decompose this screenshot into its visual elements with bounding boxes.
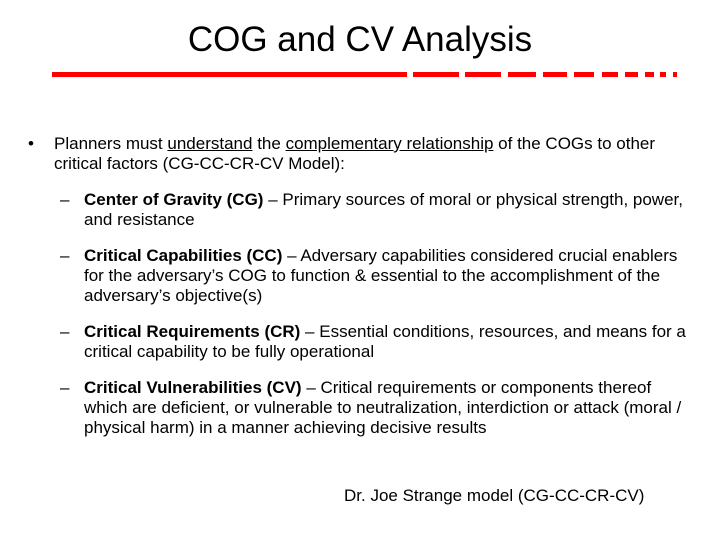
- underlined-term-relationship: complementary relationship: [285, 134, 494, 153]
- term-label: Critical Vulnerabilities (CV): [84, 378, 302, 397]
- sub-bullet-cg: [28, 190, 698, 230]
- underline-segment: [52, 72, 407, 77]
- bullet-mark: •: [28, 134, 34, 153]
- term-description: – Critical requirements or components thereof which are deficient, or vulnerable to neutralization, interdiction or attack (moral / physical harm) in a manner achieving decisive results: [84, 378, 682, 437]
- term-label: Critical Capabilities (CC): [84, 246, 283, 265]
- bullet-text: the: [252, 134, 286, 153]
- term-description: – Adversary capabilities considered crucial enablers for the adversary’s COG to function & essential to the accomplishment of the adversary’s objective(s): [84, 246, 678, 305]
- term-label: Critical Requirements (CR): [84, 322, 301, 341]
- underline-segment: [574, 72, 594, 77]
- model-attribution: Dr. Joe Strange model (CG-CC-CR-CV): [344, 486, 645, 505]
- underline-segment: [660, 72, 666, 77]
- underline-segment: [465, 72, 501, 77]
- underline-segment: [413, 72, 459, 77]
- dash-mark: –: [60, 190, 70, 209]
- sub-bullet-cv: [28, 378, 698, 438]
- bullet-text: Planners must: [54, 134, 168, 153]
- main-bullet: [28, 134, 698, 174]
- underline-segment: [508, 72, 536, 77]
- slide-title: COG and CV Analysis: [187, 20, 533, 59]
- term-description: – Primary sources of moral or physical strength, power, and resistance: [84, 190, 683, 229]
- underline-segment: [543, 72, 567, 77]
- underlined-term-understand: understand: [167, 134, 253, 153]
- sub-bullet-cr: [28, 322, 698, 362]
- dash-mark: –: [60, 246, 70, 265]
- bullet-text: of the COGs to other critical factors (CG-CC-CR-CV Model):: [54, 134, 656, 173]
- underline-segment: [645, 72, 654, 77]
- underline-segment: [673, 72, 677, 77]
- dash-mark: –: [60, 322, 70, 341]
- sub-bullet-cc: [28, 246, 698, 306]
- dash-mark: –: [60, 378, 70, 397]
- slide-body: [28, 134, 698, 454]
- term-description: – Essential conditions, resources, and means for a critical capability to be fully operational: [84, 322, 686, 361]
- underline-segment: [625, 72, 638, 77]
- term-label: Center of Gravity (CG): [84, 190, 264, 209]
- underline-segment: [602, 72, 618, 77]
